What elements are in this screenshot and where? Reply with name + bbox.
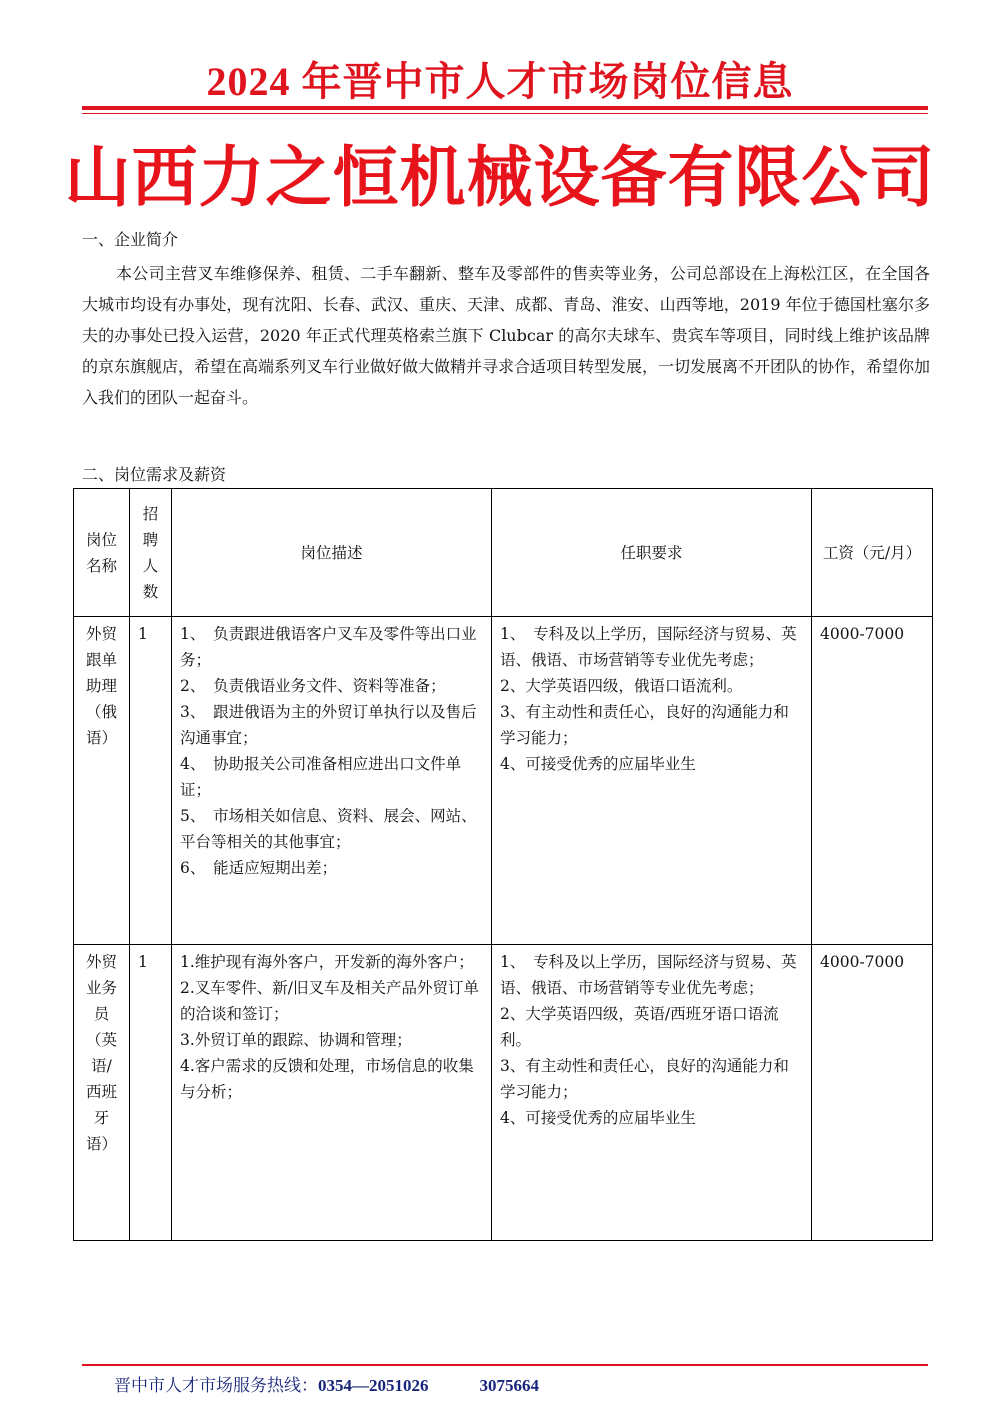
cell-requirements: 1、 专科及以上学历，国际经济与贸易、英语、俄语、市场营销等专业优先考虑； 2、大学英语四级，俄语口语流利。 3、有主动性和责任心，良好的沟通能力和学习能力； 4、可接受优秀的应届毕业生 xyxy=(492,617,812,945)
cell-salary: 4000-7000 xyxy=(812,945,933,1241)
table-header-row xyxy=(74,489,933,617)
hotline-label: 晋中市人才市场服务热线： xyxy=(114,1376,318,1396)
cell-headcount: 1 xyxy=(130,617,172,945)
cell-position-name: 外贸跟单助理（俄语） xyxy=(74,617,130,945)
footer-hotline xyxy=(114,1374,539,1398)
cell-salary: 4000-7000 xyxy=(812,617,933,945)
header-requirements: 任职要求 xyxy=(492,489,812,617)
header-description: 岗位描述 xyxy=(172,489,492,617)
section-heading-positions: 二、岗位需求及薪资 xyxy=(82,465,227,484)
company-name: 山西力之恒机械设备有限公司 xyxy=(64,139,936,216)
hotline-phone-2: 3075664 xyxy=(479,1376,539,1395)
positions-table xyxy=(73,488,933,1241)
page-title: 2024 年晋中市人才市场岗位信息 xyxy=(206,59,794,104)
cell-description: 1、 负责跟进俄语客户叉车及零件等出口业务； 2、 负责俄语业务文件、资料等准备； 3、 跟进俄语为主的外贸订单执行以及售后沟通事宜； 4、 协助报关公司准备相应进出口文件单证； 5、 市场相关如信息、资料、展会、网站、平台等相关的其他事宜； 6、 能适应短期出差； xyxy=(172,617,492,945)
cell-requirements: 1、 专科及以上学历，国际经济与贸易、英语、俄语、市场营销等专业优先考虑； 2、大学英语四级，英语/西班牙语口语流利。 3、有主动性和责任心，良好的沟通能力和学习能力； 4、可接受优秀的应届毕业生 xyxy=(492,945,812,1241)
cell-headcount: 1 xyxy=(130,945,172,1241)
footer-rule xyxy=(82,1364,928,1366)
table-row xyxy=(74,945,933,1241)
section-heading-intro: 一、企业简介 xyxy=(82,230,179,249)
table-row xyxy=(74,617,933,945)
title-rule-thin xyxy=(82,113,928,114)
header-salary: 工资（元/月） xyxy=(812,489,933,617)
title-rule-thick xyxy=(82,106,928,110)
cell-position-name: 外贸业务员（英语/西班牙语） xyxy=(74,945,130,1241)
company-intro: 本公司主营叉车维修保养、租赁、二手车翻新、整车及零部件的售卖等业务，公司总部设在上海松江区，在全国各大城市均设有办事处，现有沈阳、长春、武汉、重庆、天津、成都、青岛、淮安、山西等地，2019 年位于德国杜塞尔多夫的办事处已投入运营，2020 年正式代理英格索兰旗下 Clubcar 的高尔夫球车、贵宾车等项目，同时线上维护该品牌的京东旗舰店，希望在高端系列叉车行业做好做大做精并寻求合适项目转型发展，一切发展离不开团队的协作，希望你加入我们的团队一起奋斗。 xyxy=(82,264,931,407)
hotline-phone-1: 0354—2051026 xyxy=(318,1376,429,1395)
header-position-name: 岗位名称 xyxy=(74,489,130,617)
header-headcount: 招聘人数 xyxy=(130,489,172,617)
cell-description: 1.维护现有海外客户，开发新的海外客户； 2.叉车零件、新/旧叉车及相关产品外贸订单的洽谈和签订； 3.外贸订单的跟踪、协调和管理； 4.客户需求的反馈和处理，市场信息的收集与分析； xyxy=(172,945,492,1241)
